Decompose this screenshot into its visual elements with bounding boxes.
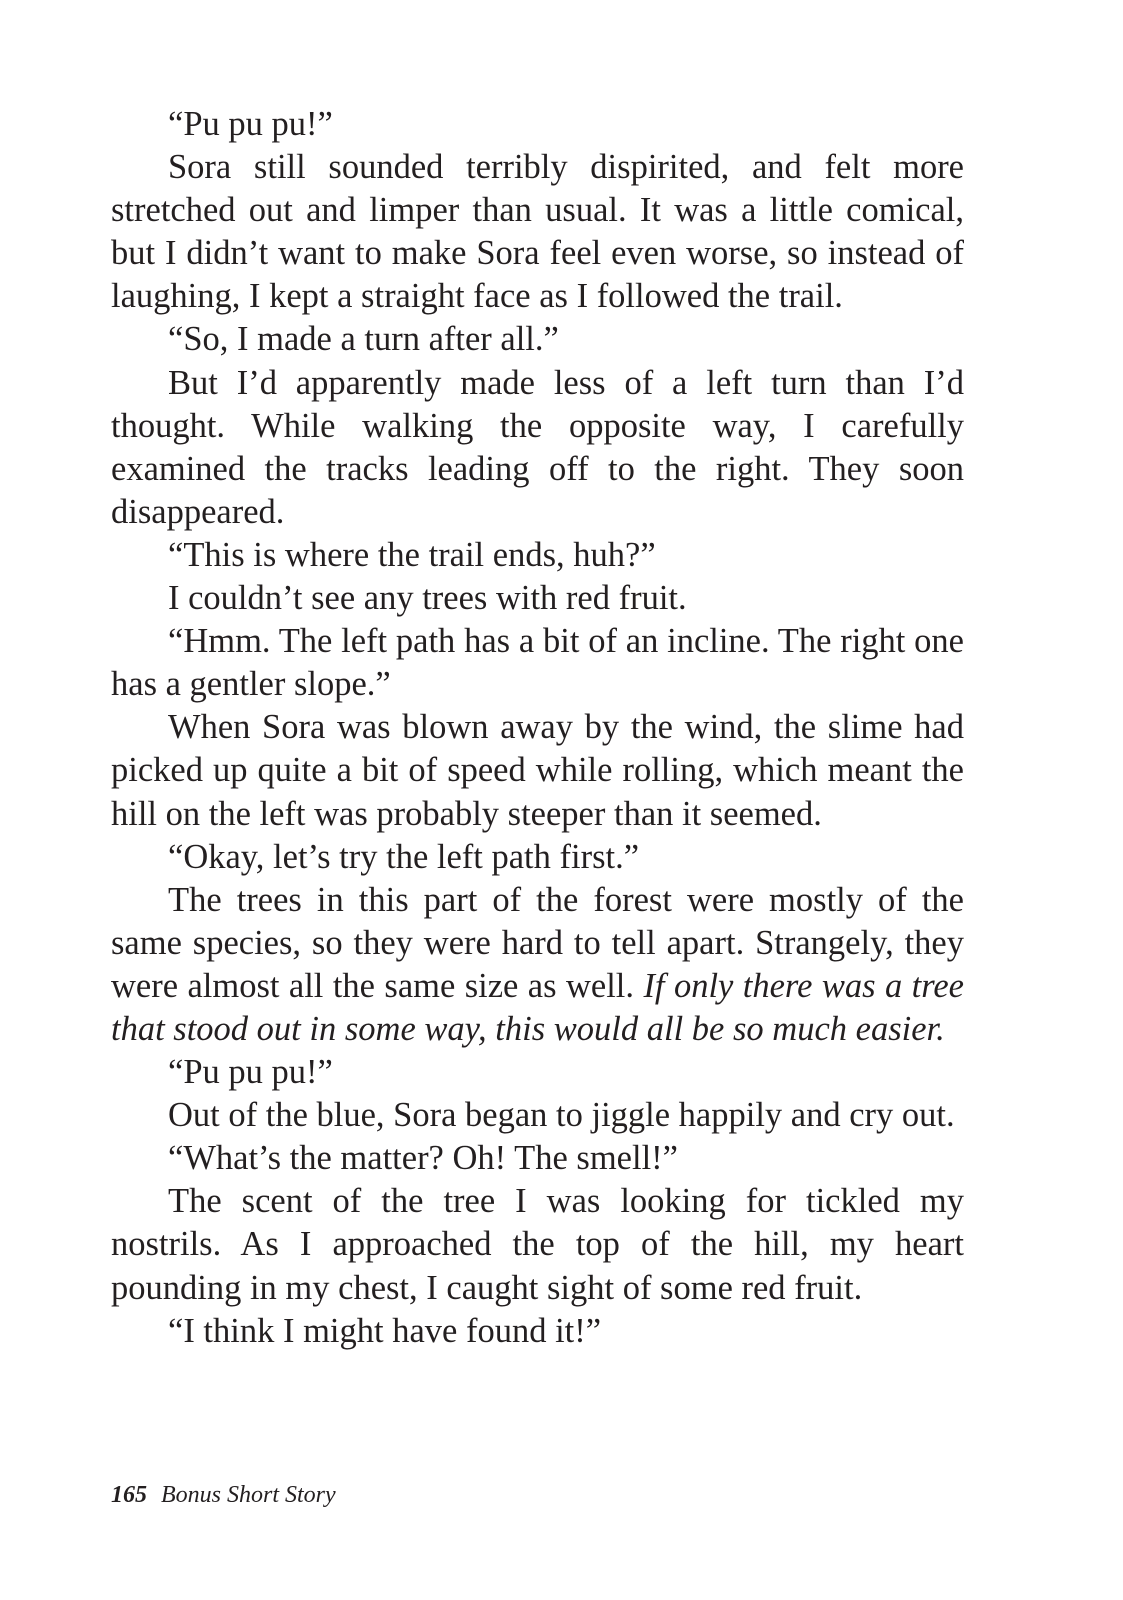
- paragraph: When Sora was blown away by the wind, the slime had picked up quite a bit of speed while rolling, which meant the hill on the left was probably steeper than it seemed.: [111, 708, 964, 833]
- paragraph: “Pu pu pu!”: [168, 1053, 333, 1092]
- paragraph: The scent of the tree I was looking for tickled my nostrils. As I approached the top of the hill, my heart pounding in my chest, I caught sight of some red fruit.: [111, 1182, 964, 1307]
- paragraph: “Okay, let’s try the left path first.”: [168, 837, 640, 876]
- paragraph: Sora still sounded terribly dispirited, and felt more stretched out and limper than usual. It was a little comical, but I didn’t want to make Sora feel even worse, so instead of laughing, I kept a straight face as I followed the trail.: [111, 148, 964, 316]
- paragraph: But I’d apparently made less of a left turn than I’d thought. While walking the opposite way, I carefully examined the tracks leading off to the right. They soon disappeared.: [111, 363, 964, 531]
- paragraph: The trees in this part of the forest were mostly of the same species, so they were hard to tell apart. Strangely, they were almost all the same size as well. If only there was a tree that stood out in some way, this would all be so much easier.: [111, 880, 964, 1048]
- running-title: Bonus Short Story: [161, 1482, 336, 1508]
- paragraph: “This is where the trail ends, huh?”: [168, 535, 656, 574]
- paragraph: “What’s the matter? Oh! The smell!”: [168, 1139, 678, 1178]
- paragraph: I couldn’t see any trees with red fruit.: [168, 579, 687, 618]
- page-number: 165: [111, 1482, 147, 1508]
- italic-thought: If only there was a tree that stood out in some way, this would all be so much easier.: [111, 966, 964, 1048]
- paragraph: “Pu pu pu!”: [168, 105, 333, 143]
- paragraph: “I think I might have found it!”: [168, 1311, 602, 1350]
- body-text: [111, 103, 964, 1353]
- paragraph: “So, I made a turn after all.”: [168, 320, 559, 359]
- paragraph: Out of the blue, Sora began to jiggle happily and cry out.: [168, 1096, 955, 1135]
- page-footer: [111, 1481, 336, 1509]
- paragraph: “Hmm. The left path has a bit of an incline. The right one has a gentler slope.”: [111, 622, 964, 704]
